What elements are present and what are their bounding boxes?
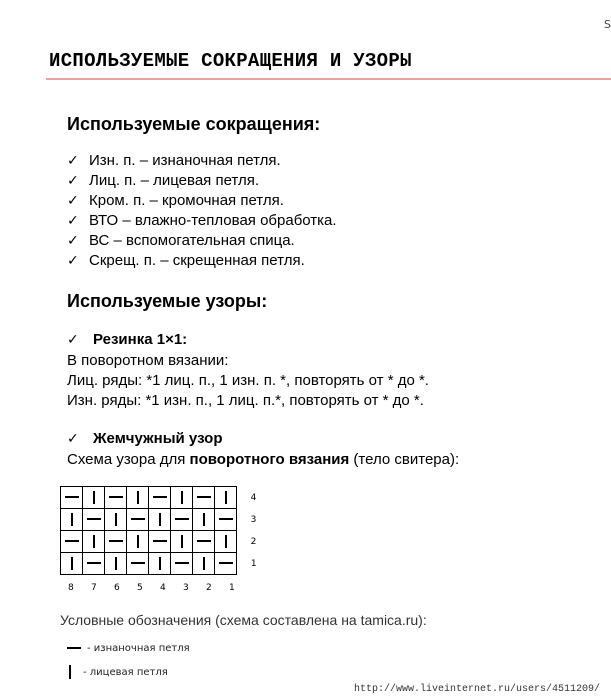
- knit-stitch-icon: [203, 557, 205, 570]
- chart-cell: [193, 487, 215, 509]
- chart-cell: [105, 553, 127, 575]
- chart-cell: [215, 531, 237, 553]
- chart-row: [61, 553, 265, 575]
- chart-row-label: 4: [250, 492, 257, 503]
- chart-column-label: 2: [206, 583, 212, 593]
- knit-stitch-icon: [181, 535, 183, 548]
- chart-cell: [105, 509, 127, 531]
- chart-cell: [193, 509, 215, 531]
- chart-cell: [127, 487, 149, 509]
- rib-title-text: Резинка 1×1:: [93, 331, 188, 348]
- chart-cell: [215, 487, 237, 509]
- knit-stitch-icon: [71, 513, 73, 526]
- checkmark-icon: ✓: [67, 193, 79, 209]
- rib-line-1: В поворотном вязании:: [67, 352, 229, 369]
- abbreviation-text: Скрещ. п. – скрещенная петля.: [89, 252, 305, 269]
- chart-column-label: 3: [183, 583, 189, 593]
- chart-cell: [83, 553, 105, 575]
- chart-column-label: 1: [229, 583, 235, 593]
- purl-stitch-icon: [175, 562, 189, 564]
- chart-cell: [61, 509, 83, 531]
- knit-stitch-icon: [203, 513, 205, 526]
- patterns-heading: Используемые узоры:: [67, 291, 268, 311]
- scheme-prefix: Схема узора для: [67, 451, 190, 468]
- chart-cell: [83, 509, 105, 531]
- chart-column-label: 4: [160, 583, 166, 593]
- chart-row: [61, 509, 265, 531]
- pearl-scheme-caption: [67, 450, 459, 470]
- chart-cell: [215, 509, 237, 531]
- chart-cell: [61, 487, 83, 509]
- checkmark-icon: ✓: [67, 233, 79, 249]
- chart-cell: [171, 509, 193, 531]
- purl-stitch-icon: [65, 496, 79, 498]
- abbreviation-text: Кром. п. – кромочная петля.: [89, 192, 284, 209]
- purl-label: - изнаночная петля: [87, 643, 190, 654]
- rib-line-3: Изн. ряды: *1 изн. п., 1 лиц. п.*, повторять от * до *.: [67, 392, 424, 409]
- purl-stitch-icon: [109, 496, 123, 498]
- title-underline: [46, 78, 611, 80]
- knit-stitch-icon: [159, 513, 161, 526]
- chart-grid: [60, 486, 265, 575]
- chart-column-label: 5: [137, 583, 143, 593]
- chart-row-label: 2: [250, 536, 257, 547]
- chart-cell: [127, 553, 149, 575]
- abbreviation-text: ВТО – влажно-тепловая обработка.: [89, 212, 337, 229]
- chart-cell: [127, 509, 149, 531]
- purl-stitch-icon: [87, 518, 101, 520]
- purl-stitch-icon: [87, 562, 101, 564]
- purl-stitch-icon: [131, 562, 145, 564]
- list-item: [67, 171, 337, 191]
- chart-cell: [149, 553, 171, 575]
- legend-purl: [67, 643, 190, 654]
- list-item: [67, 211, 337, 231]
- knit-stitch-icon: [159, 557, 161, 570]
- abbreviations-heading: Используемые сокращения:: [67, 114, 321, 134]
- chart-cell: [215, 553, 237, 575]
- chart-row-label: 1: [250, 558, 257, 569]
- abbreviation-text: Лиц. п. – лицевая петля.: [89, 172, 259, 189]
- knit-stitch-icon: [115, 557, 117, 570]
- pearl-title-text: Жемчужный узор: [93, 430, 223, 447]
- purl-stitch-icon: [219, 562, 233, 564]
- scheme-bold: поворотного вязания: [189, 451, 350, 468]
- checkmark-icon: ✓: [67, 153, 79, 169]
- chart-cell: [83, 531, 105, 553]
- checkmark-icon: ✓: [67, 213, 79, 229]
- list-item: [67, 191, 337, 211]
- checkmark-icon: ✓: [67, 431, 79, 447]
- chart-cell: [149, 509, 171, 531]
- abbreviation-text: Изн. п. – изнаночная петля.: [89, 152, 281, 169]
- list-item: [67, 251, 337, 271]
- chart-cell: [105, 487, 127, 509]
- list-item: [67, 151, 337, 171]
- footer-url: http://www.liveinternet.ru/users/4511209/: [354, 684, 601, 695]
- rib-line-2: Лиц. ряды: *1 лиц. п., 1 изн. п. *, повторять от * до *.: [67, 372, 429, 389]
- knit-stitch-icon: [137, 535, 139, 548]
- chart-cell: [149, 487, 171, 509]
- rib-pattern-title: [67, 331, 187, 348]
- chart-cell: [193, 531, 215, 553]
- purl-stitch-icon: [197, 540, 211, 542]
- pearl-pattern-title: [67, 430, 222, 447]
- pattern-chart: [60, 486, 265, 575]
- chart-cell: [83, 487, 105, 509]
- purl-stitch-icon: [175, 518, 189, 520]
- page-title: ИСПОЛЬЗУЕМЫЕ СОКРАЩЕНИЯ И УЗОРЫ: [49, 50, 412, 72]
- purl-stitch-icon: [109, 540, 123, 542]
- abbreviation-text: ВС – вспомогательная спица.: [89, 232, 295, 249]
- knit-stitch-icon: [115, 513, 117, 526]
- chart-column-label: 8: [68, 583, 74, 593]
- purl-stitch-icon: [219, 518, 233, 520]
- knit-stitch-icon: [225, 535, 227, 548]
- chart-column-label: 7: [91, 583, 97, 593]
- chart-cell: [105, 531, 127, 553]
- chart-cell: [171, 553, 193, 575]
- purl-stitch-icon: [131, 518, 145, 520]
- knit-stitch-icon: [71, 557, 73, 570]
- list-item: [67, 231, 337, 251]
- checkmark-icon: ✓: [67, 173, 79, 189]
- chart-cell: [171, 531, 193, 553]
- knit-stitch-icon: [225, 491, 227, 504]
- chart-cell: [149, 531, 171, 553]
- chart-row: [61, 531, 265, 553]
- purl-stitch-icon: [197, 496, 211, 498]
- purl-stitch-icon: [153, 540, 167, 542]
- checkmark-icon: ✓: [67, 253, 79, 269]
- checkmark-icon: ✓: [67, 332, 79, 348]
- knit-stitch-icon: [137, 491, 139, 504]
- legend-knit: [67, 665, 168, 679]
- chart-column-label: 6: [114, 583, 120, 593]
- legend-title: Условные обозначения (схема составлена на tamica.ru):: [60, 612, 427, 628]
- abbreviations-list: [67, 151, 337, 271]
- chart-row-label: 3: [250, 514, 257, 525]
- chart-cell: [127, 531, 149, 553]
- chart-cell: [61, 553, 83, 575]
- chart-cell: [171, 487, 193, 509]
- knit-symbol-icon: [69, 665, 71, 679]
- purl-stitch-icon: [65, 540, 79, 542]
- chart-row: [61, 487, 265, 509]
- chart-cell: [61, 531, 83, 553]
- knit-stitch-icon: [181, 491, 183, 504]
- knit-stitch-icon: [93, 491, 95, 504]
- purl-symbol-icon: [67, 647, 81, 649]
- knit-label: - лицевая петля: [83, 667, 168, 678]
- scheme-suffix: (тело свитера):: [349, 451, 460, 468]
- purl-stitch-icon: [153, 496, 167, 498]
- knit-stitch-icon: [93, 535, 95, 548]
- edge-character: S: [604, 18, 611, 31]
- chart-cell: [193, 553, 215, 575]
